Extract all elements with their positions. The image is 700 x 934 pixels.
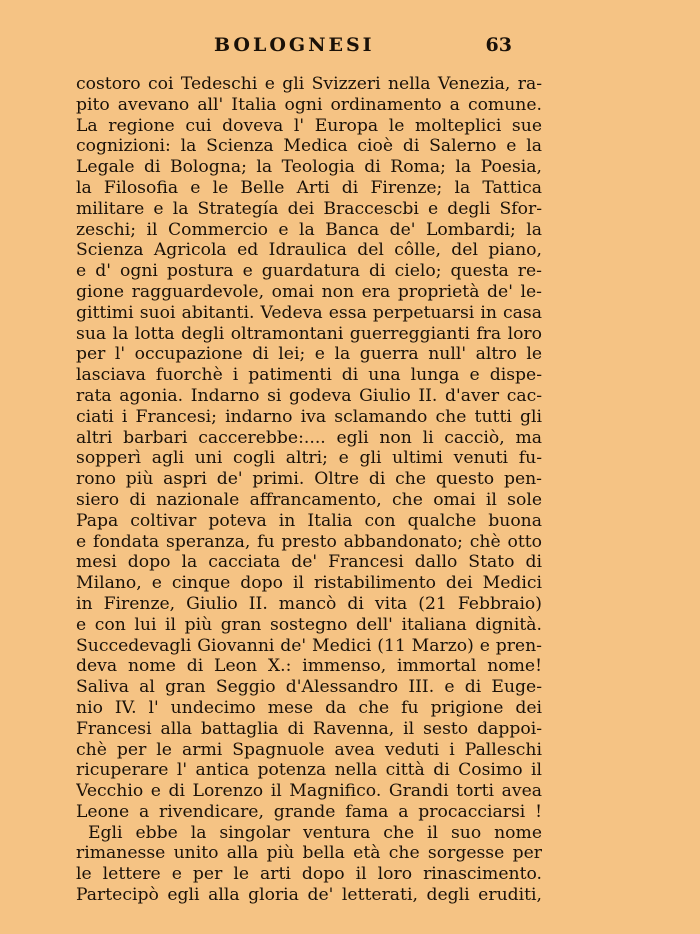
text-line: Papa coltivar poteva in Italia con qualche buona: [76, 510, 542, 531]
text-line: mesi dopo la cacciata de' Francesi dallo Stato di: [76, 552, 542, 573]
body-text: [76, 74, 542, 906]
text-line: le lettere e per le arti dopo il loro rinascimento.: [76, 864, 542, 885]
text-line: Francesi alla battaglia di Ravenna, il sesto dappoi-: [76, 718, 542, 739]
text-line: La regione cui doveva l' Europa le molteplici sue: [76, 115, 542, 136]
text-line: ricuperare l' antica potenza nella città di Cosimo il: [76, 760, 542, 781]
text-line: Leone a rivendicare, grande fama a procacciarsi !: [76, 801, 542, 822]
text-line: Saliva al gran Seggio d'Alessandro III. e di Euge-: [76, 677, 542, 698]
text-line: pito avevano all' Italia ogni ordinamento a comune.: [76, 94, 542, 115]
text-line: nio IV. l' undecimo mese da che fu prigione dei: [76, 697, 542, 718]
running-title: BOLOGNESI: [214, 34, 375, 56]
text-line: altri barbari caccerebbe:.... egli non li cacciò, ma: [76, 427, 542, 448]
running-head: [76, 34, 512, 62]
text-line-paragraph-start: Egli ebbe la singolar ventura che il suo nome: [88, 822, 542, 843]
text-line: per l' occupazione di lei; e la guerra null' altro le: [76, 344, 542, 365]
text-line: cognizioni: la Scienza Medica cioè di Salerno e la: [76, 136, 542, 157]
text-line: sua la lotta degli oltramontani guerreggianti fra loro: [76, 323, 542, 344]
text-line: militare e la Strategía dei Braccescbi e degli Sfor-: [76, 198, 542, 219]
text-line: e fondata speranza, fu presto abbandonato; chè otto: [76, 531, 542, 552]
page-number: 63: [485, 34, 512, 56]
text-line: in Firenze, Giulio II. mancò di vita (21 Febbraio): [76, 593, 542, 614]
text-line: rono più aspri de' primi. Oltre di che questo pen-: [76, 469, 542, 490]
text-line: Scienza Agricola ed Idraulica del côlle, del piano,: [76, 240, 542, 261]
text-line: Legale di Bologna; la Teologia di Roma; la Poesia,: [76, 157, 542, 178]
text-line: Vecchio e di Lorenzo il Magnifico. Grandi torti avea: [76, 781, 542, 802]
text-line: siero di nazionale affrancamento, che omai il sole: [76, 489, 542, 510]
text-line: rimanesse unito alla più bella età che sorgesse per: [76, 843, 542, 864]
text-line: zeschi; il Commercio e la Banca de' Lombardi; la: [76, 219, 542, 240]
text-line: e con lui il più gran sostegno dell' italiana dignità.: [76, 614, 542, 635]
text-line: e d' ogni postura e guardatura di cielo; questa re-: [76, 261, 542, 282]
text-line: sopperì agli uni cogli altri; e gli ultimi venuti fu-: [76, 448, 542, 469]
text-line: deva nome di Leon X.: immenso, immortal nome!: [76, 656, 542, 677]
text-line: Succedevagli Giovanni de' Medici (11 Marzo) e pren-: [76, 635, 542, 656]
text-line: la Filosofia e le Belle Arti di Firenze; la Tattica: [76, 177, 542, 198]
text-line: Partecipò egli alla gloria de' letterati, degli eruditi,: [76, 885, 542, 906]
text-line: gione ragguardevole, omai non era proprietà de' le-: [76, 281, 542, 302]
text-line: ciati i Francesi; indarno iva sclamando che tutti gli: [76, 406, 542, 427]
text-line: Milano, e cinque dopo il ristabilimento dei Medici: [76, 573, 542, 594]
text-line: lasciava fuorchè i patimenti di una lunga e dispe-: [76, 365, 542, 386]
text-line: rata agonia. Indarno si godeva Giulio II. d'aver cac-: [76, 385, 542, 406]
text-line: chè per le armi Spagnuole avea veduti i Palleschi: [76, 739, 542, 760]
text-line: gittimi suoi abitanti. Vedeva essa perpetuarsi in casa: [76, 302, 542, 323]
text-line: costoro coi Tedeschi e gli Svizzeri nella Venezia, ra-: [76, 74, 542, 94]
